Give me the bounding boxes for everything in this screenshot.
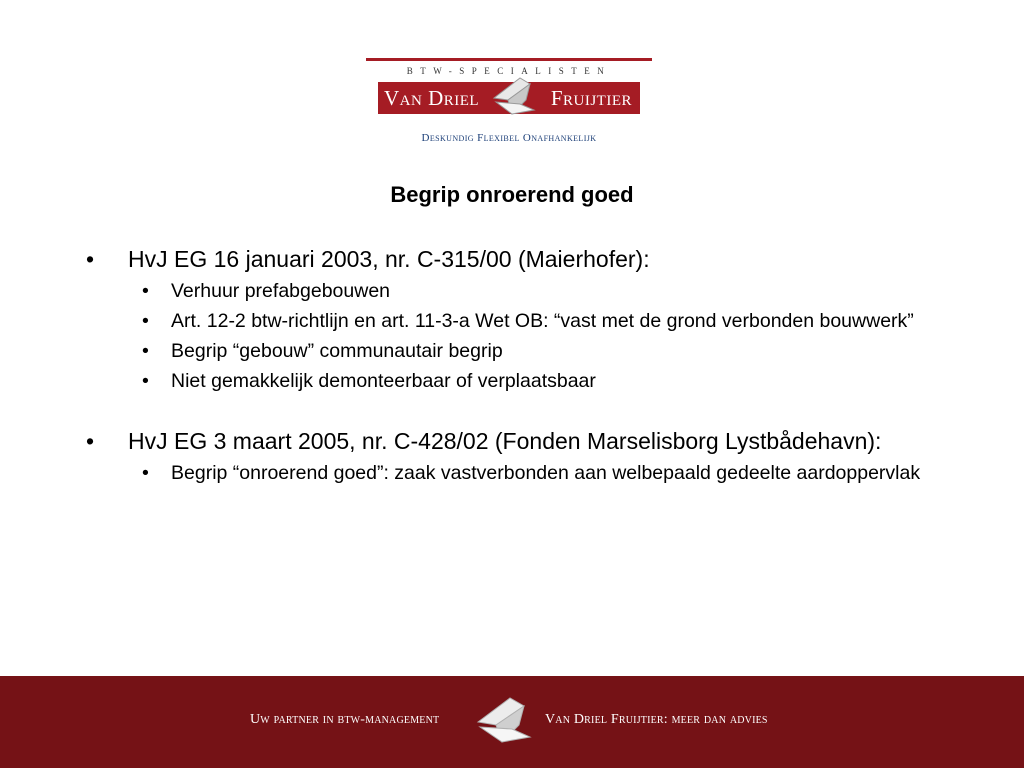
bullet-item: • HvJ EG 3 maart 2005, nr. C-428/02 (Fonden Marselisborg Lystbådehavn): (86, 426, 926, 456)
sub-bullet-item: • Art. 12-2 btw-richtlijn en art. 11-3-a Wet OB: “vast met de grond verbonden bouwwerk” (86, 310, 926, 333)
sub-bullet-list (86, 462, 926, 485)
bullet-list (86, 244, 926, 492)
swoosh-mark-icon (474, 694, 536, 748)
slide-title: Begrip onroerend goed (390, 182, 634, 207)
sub-bullet-list (86, 280, 926, 393)
footer-tagline-right: Van Driel Fruijtier: meer dan advies (545, 712, 768, 727)
sub-bullet-item: • Begrip “gebouw” communautair begrip (86, 340, 926, 363)
bullet-item: • HvJ EG 16 januari 2003, nr. C-315/00 (Maierhofer): (86, 244, 926, 274)
logo-name-right: Fruijtier (550, 86, 632, 110)
logo-subtitle: Deskundig Flexibel Onafhankelijk (421, 132, 597, 144)
company-logo (366, 58, 652, 150)
sub-bullet-item: • Begrip “onroerend goed”: zaak vastverbonden aan welbepaald gedeelte aardoppervlak (86, 462, 926, 485)
logo-tagline-top: BTW-SPECIALISTEN (406, 66, 612, 76)
logo-top-rule (366, 58, 652, 61)
sub-bullet-item: • Verhuur prefabgebouwen (86, 280, 926, 303)
footer-bar (0, 676, 1024, 768)
sub-bullet-item: • Niet gemakkelijk demonteerbaar of verplaatsbaar (86, 370, 926, 393)
footer-tagline-left: Uw partner in btw-management (250, 712, 440, 727)
swoosh-mark-icon (490, 74, 540, 120)
logo-name-left: Van Driel (384, 86, 480, 110)
logo-name-box (378, 82, 640, 114)
